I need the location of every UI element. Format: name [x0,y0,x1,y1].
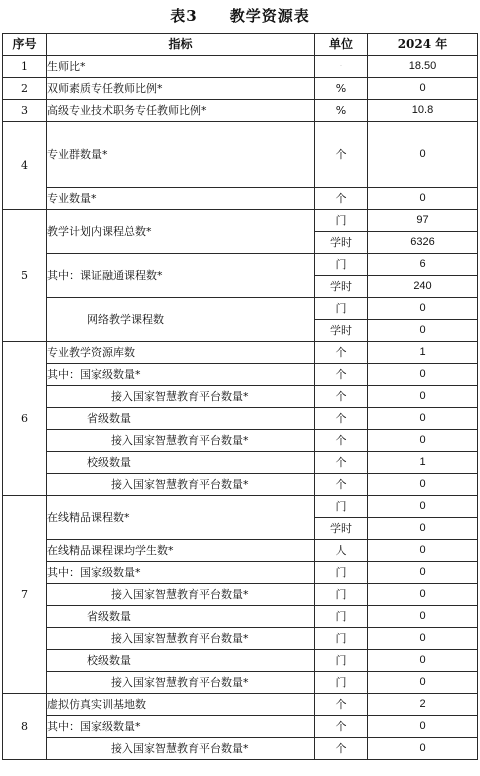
unit-cell: 个 [315,342,368,364]
value-cell: 0 [368,188,478,210]
row-number: 6 [3,342,47,496]
value-cell: 0 [368,628,478,650]
table-row [3,496,478,518]
value-cell: 0 [368,540,478,562]
header-unit: 单位 [315,34,368,56]
indicator-cell: 接入国家智慧教育平台数量* [47,628,315,650]
indicator-cell: 接入国家智慧教育平台数量* [47,672,315,694]
value-cell: 18.50 [368,56,478,78]
indicator-cell: 其中：课证融通课程数* [47,254,315,298]
value-cell: 0 [368,496,478,518]
header-no: 序号 [3,34,47,56]
table-row [3,540,478,562]
table-row [3,430,478,452]
row-number: 3 [3,100,47,122]
indicator-cell: 专业数量* [47,188,315,210]
value-cell: 0 [368,320,478,342]
value-cell: 0 [368,606,478,628]
unit-cell: 个 [315,122,368,188]
table-row [3,672,478,694]
value-cell: 0 [368,430,478,452]
value-cell: 0 [368,518,478,540]
value-cell: 0 [368,738,478,760]
indicator-cell: 教学计划内课程总数* [47,210,315,254]
indicator-cell: 接入国家智慧教育平台数量* [47,386,315,408]
indicator-cell: 校级数量 [47,452,315,474]
unit-cell: 门 [315,496,368,518]
unit-cell: 门 [315,210,368,232]
header-row [3,34,478,56]
unit-cell: 个 [315,452,368,474]
unit-cell: 门 [315,254,368,276]
unit-cell: 个 [315,738,368,760]
indicator-cell: 接入国家智慧教育平台数量* [47,584,315,606]
value-cell: 1 [368,342,478,364]
table-row [3,210,478,232]
unit-cell: 学时 [315,320,368,342]
indicator-cell: 专业教学资源库数 [47,342,315,364]
value-cell: 0 [368,408,478,430]
table-row [3,606,478,628]
table-row [3,716,478,738]
indicator-cell: 生师比* [47,56,315,78]
table-row [3,584,478,606]
table-row [3,562,478,584]
unit-cell: 学时 [315,276,368,298]
indicator-cell: 双师素质专任教师比例* [47,78,315,100]
indicator-cell: 虚拟仿真实训基地数 [47,694,315,716]
value-cell: 6326 [368,232,478,254]
table-row [3,694,478,716]
indicator-cell: 其中：国家级数量* [47,562,315,584]
table-row [3,100,478,122]
header-indicator: 指标 [47,34,315,56]
table-row [3,56,478,78]
value-cell: 0 [368,584,478,606]
value-cell: 240 [368,276,478,298]
unit-cell: 门 [315,298,368,320]
unit-cell: · [315,56,368,78]
table-row [3,342,478,364]
indicator-cell: 接入国家智慧教育平台数量* [47,738,315,760]
unit-cell: 门 [315,562,368,584]
value-cell: 0 [368,298,478,320]
unit-cell: 个 [315,386,368,408]
indicator-cell: 省级数量 [47,408,315,430]
row-number: 2 [3,78,47,100]
unit-cell: % [315,100,368,122]
unit-cell: 门 [315,628,368,650]
table-row [3,474,478,496]
row-number: 1 [3,56,47,78]
unit-cell: 个 [315,716,368,738]
unit-cell: 学时 [315,232,368,254]
value-cell: 10.8 [368,100,478,122]
row-number: 8 [3,694,47,760]
value-cell: 0 [368,716,478,738]
table-row [3,254,478,276]
unit-cell: 个 [315,694,368,716]
unit-cell: 个 [315,474,368,496]
unit-cell: % [315,78,368,100]
unit-cell: 门 [315,650,368,672]
unit-cell: 个 [315,188,368,210]
table-row [3,452,478,474]
indicator-cell: 校级数量 [47,650,315,672]
row-number: 5 [3,210,47,342]
value-cell: 0 [368,650,478,672]
unit-cell: 学时 [315,518,368,540]
indicator-cell: 接入国家智慧教育平台数量* [47,474,315,496]
value-cell: 0 [368,562,478,584]
unit-cell: 门 [315,672,368,694]
indicator-cell: 网络教学课程数 [47,298,315,342]
indicator-cell: 其中：国家级数量* [47,364,315,386]
value-cell: 0 [368,474,478,496]
table-row [3,738,478,760]
header-year: 2024 年 [368,34,478,56]
table-row [3,122,478,188]
unit-cell: 门 [315,606,368,628]
indicator-cell: 其中：国家级数量* [47,716,315,738]
indicator-cell: 在线精品课程数* [47,496,315,540]
table-row [3,650,478,672]
value-cell: 0 [368,78,478,100]
table-row [3,386,478,408]
indicator-cell: 高级专业技术职务专任教师比例* [47,100,315,122]
table-row [3,78,478,100]
teaching-resources-table [2,33,478,760]
value-cell: 0 [368,386,478,408]
indicator-cell: 接入国家智慧教育平台数量* [47,430,315,452]
unit-cell: 门 [315,584,368,606]
indicator-cell: 专业群数量* [47,122,315,188]
value-cell: 1 [368,452,478,474]
unit-cell: 个 [315,430,368,452]
table-row [3,298,478,320]
value-cell: 0 [368,364,478,386]
unit-cell: 个 [315,364,368,386]
table-row [3,408,478,430]
indicator-cell: 在线精品课程课均学生数* [47,540,315,562]
table-row [3,628,478,650]
value-cell: 2 [368,694,478,716]
table-row [3,188,478,210]
unit-cell: 个 [315,408,368,430]
value-cell: 0 [368,672,478,694]
indicator-cell: 省级数量 [47,606,315,628]
value-cell: 97 [368,210,478,232]
value-cell: 6 [368,254,478,276]
unit-cell: 人 [315,540,368,562]
value-cell: 0 [368,122,478,188]
row-number: 4 [3,122,47,210]
row-number: 7 [3,496,47,694]
table-title: 表3 教学资源表 [170,7,310,25]
table-row [3,364,478,386]
